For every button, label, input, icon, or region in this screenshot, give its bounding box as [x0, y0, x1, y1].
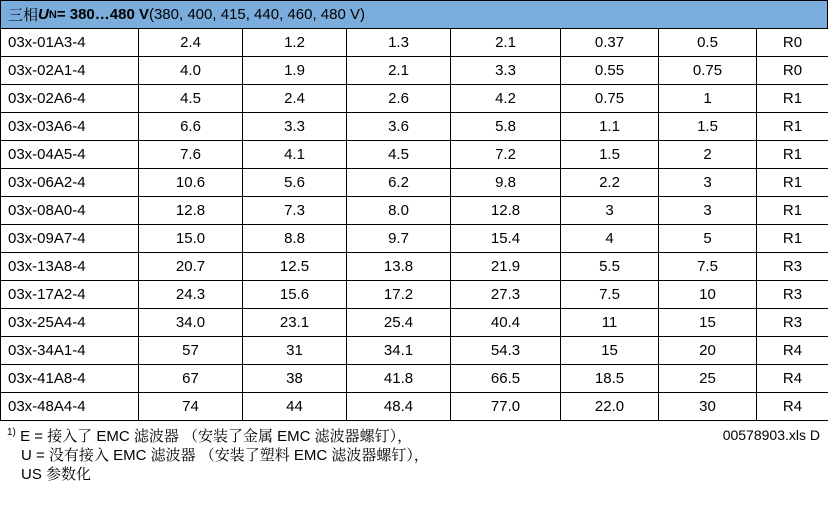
cell-c6: 3 [659, 197, 757, 225]
cell-c3: 6.2 [347, 169, 451, 197]
cell-c4: 5.8 [451, 113, 561, 141]
cell-c3: 34.1 [347, 337, 451, 365]
cell-c6: 5 [659, 225, 757, 253]
cell-c4: 3.3 [451, 57, 561, 85]
cell-c3: 2.1 [347, 57, 451, 85]
cell-c3: 8.0 [347, 197, 451, 225]
cell-c1: 20.7 [139, 253, 243, 281]
cell-c3: 9.7 [347, 225, 451, 253]
cell-c5: 11 [561, 309, 659, 337]
cell-frame: R4 [757, 365, 828, 393]
cell-c5: 4 [561, 225, 659, 253]
cell-c3: 48.4 [347, 393, 451, 421]
footnote-block [0, 421, 828, 485]
cell-c1: 12.8 [139, 197, 243, 225]
cell-c1: 74 [139, 393, 243, 421]
cell-c2: 31 [243, 337, 347, 365]
cell-c6: 0.5 [659, 29, 757, 57]
cell-c5: 1.1 [561, 113, 659, 141]
cell-c5: 0.55 [561, 57, 659, 85]
cell-c4: 54.3 [451, 337, 561, 365]
cell-c3: 1.3 [347, 29, 451, 57]
cell-c5: 7.5 [561, 281, 659, 309]
footnote-text-1: E = 接入了 EMC 滤波器 （安装了金属 EMC 滤波器螺钉）， [20, 428, 413, 445]
cell-type: 03x-09A7-4 [1, 225, 139, 253]
cell-frame: R0 [757, 57, 828, 85]
table-row [1, 141, 828, 169]
cell-c2: 1.2 [243, 29, 347, 57]
cell-type: 03x-01A3-4 [1, 29, 139, 57]
table-row [1, 393, 828, 421]
cell-c5: 5.5 [561, 253, 659, 281]
file-code-label: 00578903.xls D [722, 427, 820, 443]
cell-c4: 2.1 [451, 29, 561, 57]
header-prefix: 三相 [8, 7, 39, 24]
table-row [1, 365, 828, 393]
cell-c5: 18.5 [561, 365, 659, 393]
table-row [1, 225, 828, 253]
cell-c1: 6.6 [139, 113, 243, 141]
table-row [1, 309, 828, 337]
cell-c1: 57 [139, 337, 243, 365]
table-row [1, 169, 828, 197]
cell-c1: 24.3 [139, 281, 243, 309]
footnote-line-3 [7, 465, 820, 484]
cell-frame: R3 [757, 281, 828, 309]
cell-frame: R3 [757, 309, 828, 337]
cell-type: 03x-02A1-4 [1, 57, 139, 85]
cell-c6: 0.75 [659, 57, 757, 85]
cell-c1: 4.5 [139, 85, 243, 113]
cell-frame: R1 [757, 197, 828, 225]
cell-c6: 20 [659, 337, 757, 365]
cell-c2: 15.6 [243, 281, 347, 309]
cell-c6: 7.5 [659, 253, 757, 281]
cell-c6: 25 [659, 365, 757, 393]
cell-type: 03x-34A1-4 [1, 337, 139, 365]
cell-c5: 2.2 [561, 169, 659, 197]
footnote-marker: 1) [7, 427, 16, 438]
cell-type: 03x-25A4-4 [1, 309, 139, 337]
header-symbol: U [38, 6, 49, 23]
cell-frame: R0 [757, 29, 828, 57]
cell-c3: 3.6 [347, 113, 451, 141]
cell-c2: 2.4 [243, 85, 347, 113]
cell-c5: 15 [561, 337, 659, 365]
cell-c3: 2.6 [347, 85, 451, 113]
cell-c6: 1 [659, 85, 757, 113]
cell-c4: 66.5 [451, 365, 561, 393]
cell-frame: R1 [757, 169, 828, 197]
cell-frame: R4 [757, 393, 828, 421]
cell-c2: 1.9 [243, 57, 347, 85]
cell-c2: 4.1 [243, 141, 347, 169]
cell-c3: 4.5 [347, 141, 451, 169]
cell-c2: 7.3 [243, 197, 347, 225]
header-equals: = 380…480 V [56, 6, 149, 23]
cell-type: 03x-06A2-4 [1, 169, 139, 197]
cell-c2: 8.8 [243, 225, 347, 253]
cell-frame: R4 [757, 337, 828, 365]
cell-c1: 15.0 [139, 225, 243, 253]
table-header-bar [0, 0, 828, 28]
cell-type: 03x-04A5-4 [1, 141, 139, 169]
table-row [1, 57, 828, 85]
cell-frame: R1 [757, 113, 828, 141]
cell-c1: 4.0 [139, 57, 243, 85]
cell-c5: 1.5 [561, 141, 659, 169]
cell-c4: 21.9 [451, 253, 561, 281]
cell-c4: 40.4 [451, 309, 561, 337]
cell-c3: 25.4 [347, 309, 451, 337]
cell-type: 03x-03A6-4 [1, 113, 139, 141]
cell-c4: 9.8 [451, 169, 561, 197]
cell-c5: 0.37 [561, 29, 659, 57]
cell-c4: 4.2 [451, 85, 561, 113]
table-row [1, 29, 828, 57]
cell-c6: 2 [659, 141, 757, 169]
footnote-line-2 [7, 446, 820, 465]
cell-c6: 10 [659, 281, 757, 309]
cell-c1: 7.6 [139, 141, 243, 169]
cell-c2: 3.3 [243, 113, 347, 141]
header-symbol-subscript: N [48, 8, 57, 21]
cell-c4: 12.8 [451, 197, 561, 225]
table-row [1, 253, 828, 281]
table-row [1, 85, 828, 113]
cell-c4: 27.3 [451, 281, 561, 309]
ratings-table [0, 28, 828, 421]
cell-c5: 0.75 [561, 85, 659, 113]
cell-c4: 15.4 [451, 225, 561, 253]
cell-c5: 3 [561, 197, 659, 225]
ratings-table-body [1, 29, 828, 421]
cell-c2: 23.1 [243, 309, 347, 337]
footnote-text-3: US 参数化 [21, 466, 92, 484]
cell-c4: 7.2 [451, 141, 561, 169]
cell-c5: 22.0 [561, 393, 659, 421]
cell-c6: 15 [659, 309, 757, 337]
cell-c2: 5.6 [243, 169, 347, 197]
cell-type: 03x-08A0-4 [1, 197, 139, 225]
cell-frame: R1 [757, 225, 828, 253]
cell-c1: 2.4 [139, 29, 243, 57]
footnote-line-1 [7, 427, 820, 446]
cell-type: 03x-48A4-4 [1, 393, 139, 421]
cell-c2: 38 [243, 365, 347, 393]
table-row [1, 113, 828, 141]
cell-c3: 13.8 [347, 253, 451, 281]
cell-c6: 1.5 [659, 113, 757, 141]
cell-c1: 67 [139, 365, 243, 393]
cell-c4: 77.0 [451, 393, 561, 421]
cell-c3: 41.8 [347, 365, 451, 393]
cell-frame: R1 [757, 141, 828, 169]
cell-c6: 30 [659, 393, 757, 421]
footnote-text-2: U = 没有接入 EMC 滤波器 （安装了塑料 EMC 滤波器螺钉）， [21, 447, 429, 465]
table-row [1, 197, 828, 225]
cell-type: 03x-02A6-4 [1, 85, 139, 113]
table-row [1, 337, 828, 365]
table-row [1, 281, 828, 309]
header-voltages: (380, 400, 415, 440, 460, 480 V) [148, 6, 365, 23]
cell-frame: R1 [757, 85, 828, 113]
cell-type: 03x-41A8-4 [1, 365, 139, 393]
cell-c3: 17.2 [347, 281, 451, 309]
cell-frame: R3 [757, 253, 828, 281]
cell-c2: 12.5 [243, 253, 347, 281]
cell-type: 03x-13A8-4 [1, 253, 139, 281]
cell-c1: 34.0 [139, 309, 243, 337]
cell-c2: 44 [243, 393, 347, 421]
cell-type: 03x-17A2-4 [1, 281, 139, 309]
cell-c6: 3 [659, 169, 757, 197]
cell-c1: 10.6 [139, 169, 243, 197]
